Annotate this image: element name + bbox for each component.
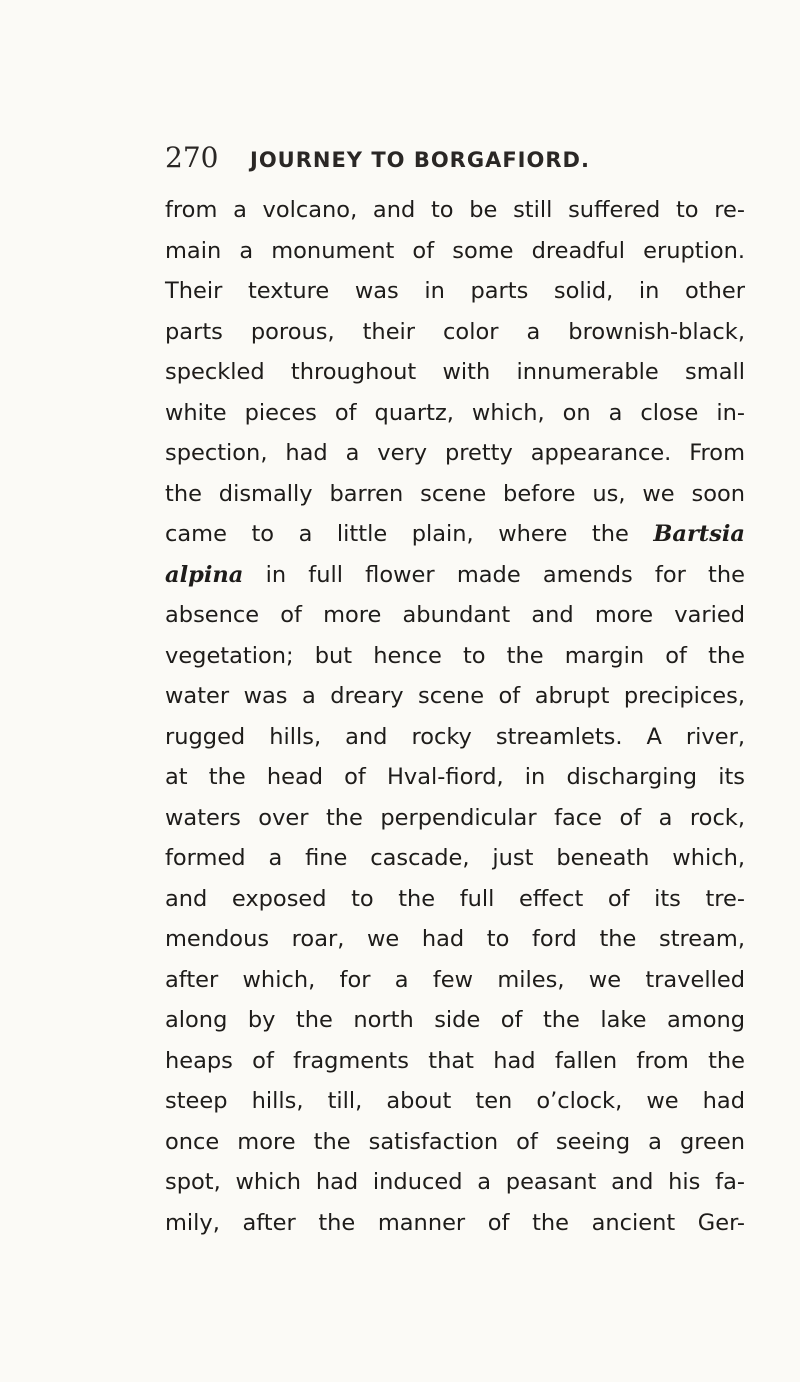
text-line: the dismally barren scene before us, we soon — [165, 480, 745, 507]
running-head — [0, 140, 800, 180]
italic-species: alpina — [165, 561, 244, 588]
text-line: heaps of fragments that had fallen from the — [165, 1047, 745, 1074]
text-line: and exposed to the full effect of its tre- — [165, 885, 745, 912]
text-line: along by the north side of the lake among — [165, 1007, 745, 1033]
text-line-segment: came to a little plain, where the — [165, 521, 654, 547]
text-line: parts porous, their color a brownish-black, — [165, 318, 745, 345]
text-line: vegetation; but hence to the margin of the — [165, 642, 745, 669]
text-line: waters over the perpendicular face of a rock, — [165, 804, 745, 831]
text-line: main a monument of some dreadful eruption. — [165, 237, 745, 264]
text-line: white pieces of quartz, which, on a close in- — [165, 399, 745, 426]
page-number: 270 — [165, 141, 219, 174]
text-line: at the head of Hval-fiord, in discharging its — [165, 764, 745, 790]
text-line — [165, 514, 745, 555]
text-line: rugged hills, and rocky streamlets. A river, — [165, 723, 745, 750]
text-line: mily, after the manner of the ancient Ger- — [165, 1209, 745, 1236]
text-line: speckled throughout with innumerable small — [165, 359, 745, 385]
italic-genus: Bartsia — [653, 521, 745, 547]
text-line: from a volcano, and to be still suffered to re- — [165, 197, 745, 223]
text-line: after which, for a few miles, we travelled — [165, 966, 745, 993]
text-line: water was a dreary scene of abrupt precipices, — [165, 683, 745, 709]
text-line: spot, which had induced a peasant and his fa- — [165, 1169, 745, 1195]
body-text — [165, 190, 745, 1243]
text-line-segment: in full flower made amends for the — [265, 561, 745, 588]
text-line: absence of more abundant and more varied — [165, 602, 745, 628]
text-line: spection, had a very pretty appearance. From — [165, 440, 745, 466]
text-line — [165, 555, 745, 596]
text-line: Their texture was in parts solid, in other — [165, 278, 745, 304]
text-line: once more the satisfaction of seeing a green — [165, 1128, 745, 1155]
text-line: formed a fine cascade, just beneath which, — [165, 845, 745, 871]
text-line: mendous roar, we had to ford the stream, — [165, 926, 745, 952]
text-line: steep hills, till, about ten o’clock, we had — [165, 1088, 745, 1114]
running-title: JOURNEY TO BORGAFIORD. — [250, 148, 590, 172]
